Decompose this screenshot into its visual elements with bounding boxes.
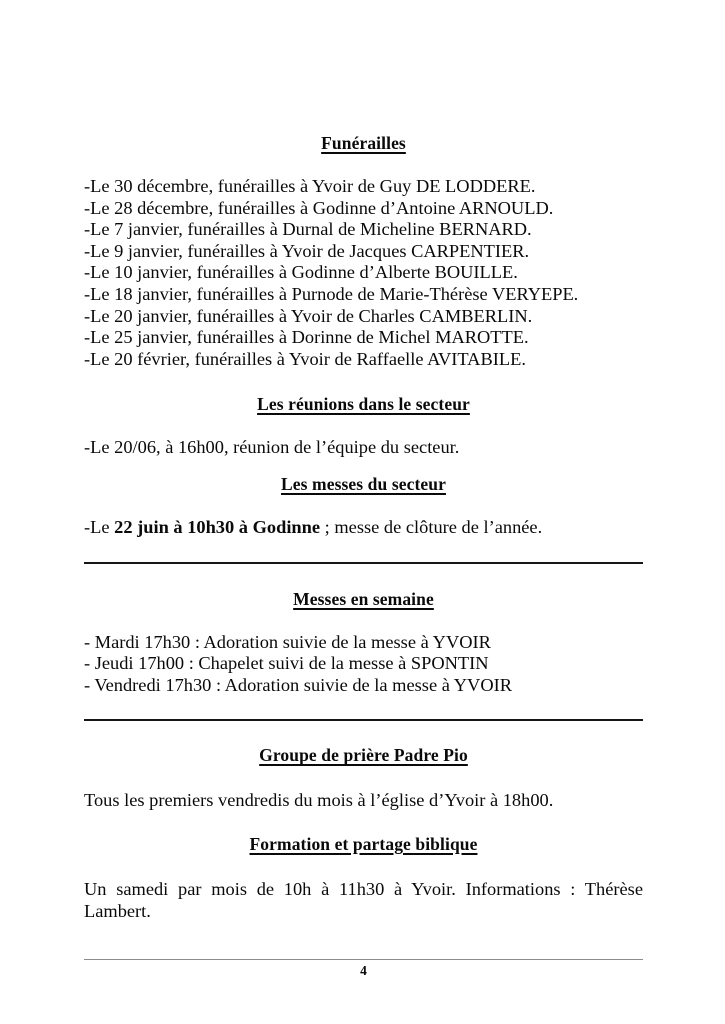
list-item: -Le 7 janvier, funérailles à Durnal de Micheline BERNARD. [84,219,532,240]
page-number: 4 [360,963,367,979]
list-item: -Le 25 janvier, funérailles à Dorinne de Michel MAROTTE. [84,327,529,348]
list-item: -Le 30 décembre, funérailles à Yvoir de Guy DE LODDERE. [84,176,536,196]
heading-messes-semaine [84,589,643,610]
list-item: -Le 9 janvier, funérailles à Yvoir de Jacques CARPENTIER. [84,240,530,261]
heading-padre-pio [84,745,643,766]
heading-reunions-text: Les réunions dans le secteur [257,394,470,415]
messes-secteur-highlight: 22 juin à 10h30 à Godinne [114,516,321,537]
heading-reunions [84,394,643,415]
heading-formation [84,834,643,855]
heading-formation-text: Formation et partage biblique [249,833,478,854]
formation-paragraph: Un samedi par mois de 10h à 11h30 à Yvoir. Informations : Thérèse Lambert. [84,878,643,921]
heading-messes-secteur [84,474,643,495]
list-item: - Vendredi 17h30 : Adoration suivie de la messe à YVOIR [84,674,513,695]
page-content [84,0,643,979]
list-item: -Le 28 décembre, funérailles à Godinne d’Antoine ARNOULD. [84,197,554,218]
list-item: - Jeudi 17h00 : Chapelet suivi de la messe à SPONTIN [84,653,489,674]
footer-divider [84,959,643,960]
reunions-list [84,437,643,459]
heading-messes-secteur-text: Les messes du secteur [281,473,446,494]
messes-secteur-prefix: -Le [84,516,115,537]
messes-secteur-line [84,517,643,539]
heading-funerailles-text: Funérailles [321,133,406,153]
messes-secteur-suffix: ; messe de clôture de l’année. [320,516,543,537]
heading-padre-pio-text: Groupe de prière Padre Pio [259,745,468,766]
list-item: -Le 18 janvier, funérailles à Purnode de Marie-Thérèse VERYEPE. [84,283,579,304]
heading-funerailles [84,133,643,154]
list-item: -Le 20 février, funérailles à Yvoir de Raffaelle AVITABILE. [84,348,526,369]
list-item: -Le 10 janvier, funérailles à Godinne d’Alberte BOUILLE. [84,262,518,283]
heading-messes-semaine-text: Messes en semaine [293,588,434,609]
list-item: -Le 20 janvier, funérailles à Yvoir de Charles CAMBERLIN. [84,305,533,326]
funerailles-list [84,176,643,370]
list-item: - Mardi 17h30 : Adoration suivie de la messe à YVOIR [84,631,491,652]
list-item: -Le 20/06, à 16h00, réunion de l’équipe du secteur. [84,437,460,458]
messes-semaine-list [84,632,643,697]
padre-pio-paragraph: Tous les premiers vendredis du mois à l’église d’Yvoir à 18h00. [84,790,554,811]
